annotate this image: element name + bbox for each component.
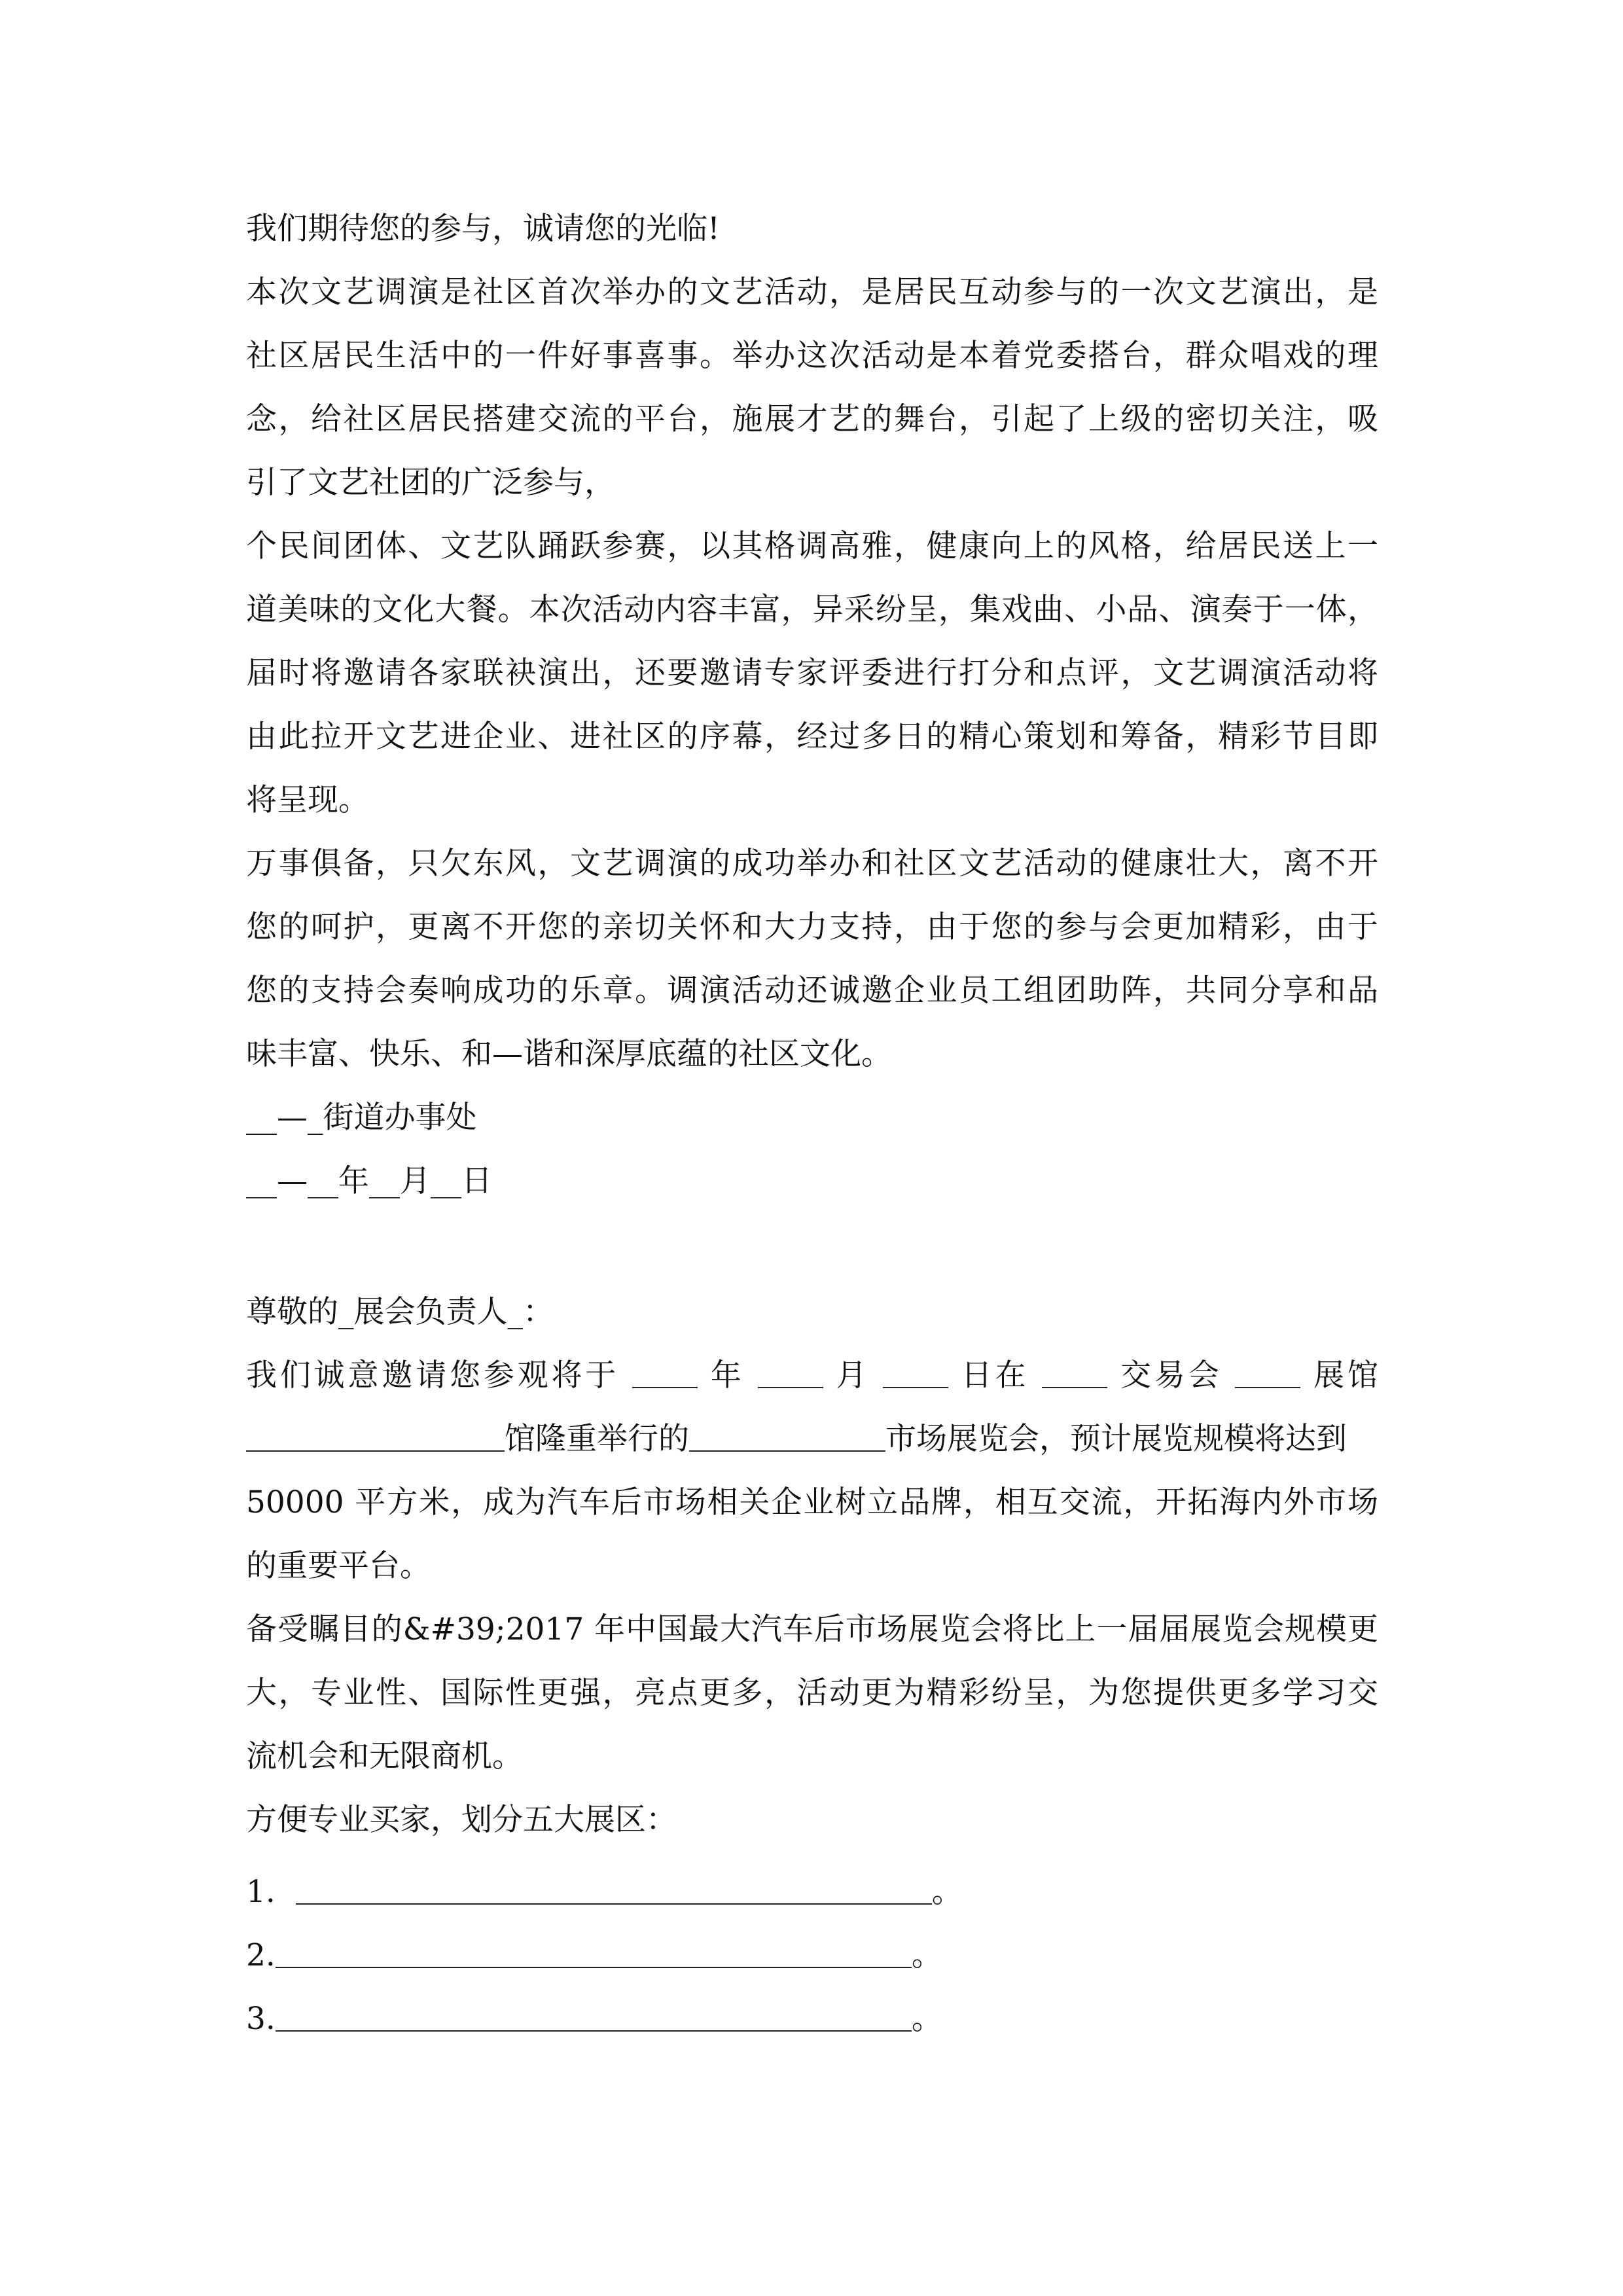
month-blank [758,1361,823,1388]
date-line: __—__年__月__日 [246,1163,492,1199]
paragraph-line: 社区居民生活中的一件好事喜事。举办这次活动是本着党委搭台，群众唱戏的理 [246,338,1378,374]
venue-blank [1042,1361,1107,1388]
paragraph-line: 念，给社区居民搭建交流的平台，施展才艺的舞台，引起了上级的密切关注，吸 [246,401,1378,437]
list-blank [276,2004,912,2032]
paragraph-line: 届时将邀请各家联袂演出，还要邀请专家评委进行打分和点评，文艺调演活动将 [246,655,1378,691]
paragraph-line: 味丰富、快乐、和—谐和深厚底蕴的社区文化。 [246,1036,892,1072]
paragraph-line: 道美味的文化大餐。本次活动内容丰富，异采纷呈，集戏曲、小品、演奏于一体， [246,592,1378,628]
paragraph-line: 个民间团体、文艺队踊跃参赛，以其格调高雅，健康向上的风格，给居民送上一 [246,528,1378,564]
list-item [246,1873,1378,1912]
invitation-text: 年 [710,1357,745,1393]
day-blank [883,1361,948,1388]
paragraph-line: 流机会和无限商机。 [246,1738,523,1774]
invitation-line [246,1356,1378,1395]
paragraph-line: 50000 平方米，成为汽车后市场相关企业树立品牌，相互交流，开拓海内外市场 [246,1484,1378,1520]
market-blank [689,1424,885,1452]
list-blank [276,1941,912,1968]
paragraph-line: 将呈现。 [246,782,369,818]
list-number: 2. [246,1937,276,1973]
fair-blank [1235,1361,1300,1388]
list-blank [296,1877,932,1905]
list-end: 。 [931,1874,963,1910]
areas-intro: 方便专业买家，划分五大展区： [246,1802,677,1838]
paragraph-line: 您的支持会奏响成功的乐章。调演活动还诚邀企业员工组团助阵，共同分享和品 [246,973,1378,1009]
list-end: 。 [911,2001,942,2037]
paragraph-line: 万事俱备，只欠东风，文艺调演的成功举办和社区文艺活动的健康壮大，离不开 [246,846,1378,882]
list-number: 3. [246,2001,276,2037]
list-item [246,1936,1378,1975]
invitation-text: 日在 [961,1357,1029,1393]
hall-blank [246,1424,505,1452]
invitation-text: 交易会 [1120,1357,1222,1393]
invitation-text: 我们诚意邀请您参观将于 [246,1357,620,1393]
list-end: 。 [911,1937,942,1973]
closing-line: 我们期待您的参与，诚请您的光临! [246,211,720,247]
invitation-text: 月 [836,1357,870,1393]
invitation-text: 馆隆重举行的 [505,1421,689,1457]
paragraph-line: 的重要平台。 [246,1548,431,1584]
salutation: 尊敬的_展会负责人_： [246,1294,554,1330]
paragraph-line: 引了文艺社团的广泛参与， [246,465,615,501]
paragraph-line: 您的呵护，更离不开您的亲切关怀和大力支持，由于您的参与会更加精彩，由于 [246,909,1378,945]
invitation-text: 展馆 [1313,1357,1378,1393]
year-blank [632,1361,698,1388]
signature-line: __—_街道办事处 [246,1100,477,1136]
invitation-line [246,1420,1378,1459]
paragraph-line: 由此拉开文艺进企业、进社区的序幕，经过多日的精心策划和筹备，精彩节目即 [246,719,1378,755]
list-item [246,2000,1378,2039]
paragraph-line: 备受瞩目的&#39;2017 年中国最大汽车后市场展览会将比上一届届展览会规模更 [246,1611,1378,1647]
paragraph-line: 本次文艺调演是社区首次举办的文艺活动，是居民互动参与的一次文艺演出，是 [246,274,1378,310]
list-number: 1. [246,1874,276,1910]
invitation-text: 市场展览会，预计展览规模将达到 [885,1421,1347,1457]
paragraph-line: 大，专业性、国际性更强，亮点更多，活动更为精彩纷呈，为您提供更多学习交 [246,1675,1378,1711]
